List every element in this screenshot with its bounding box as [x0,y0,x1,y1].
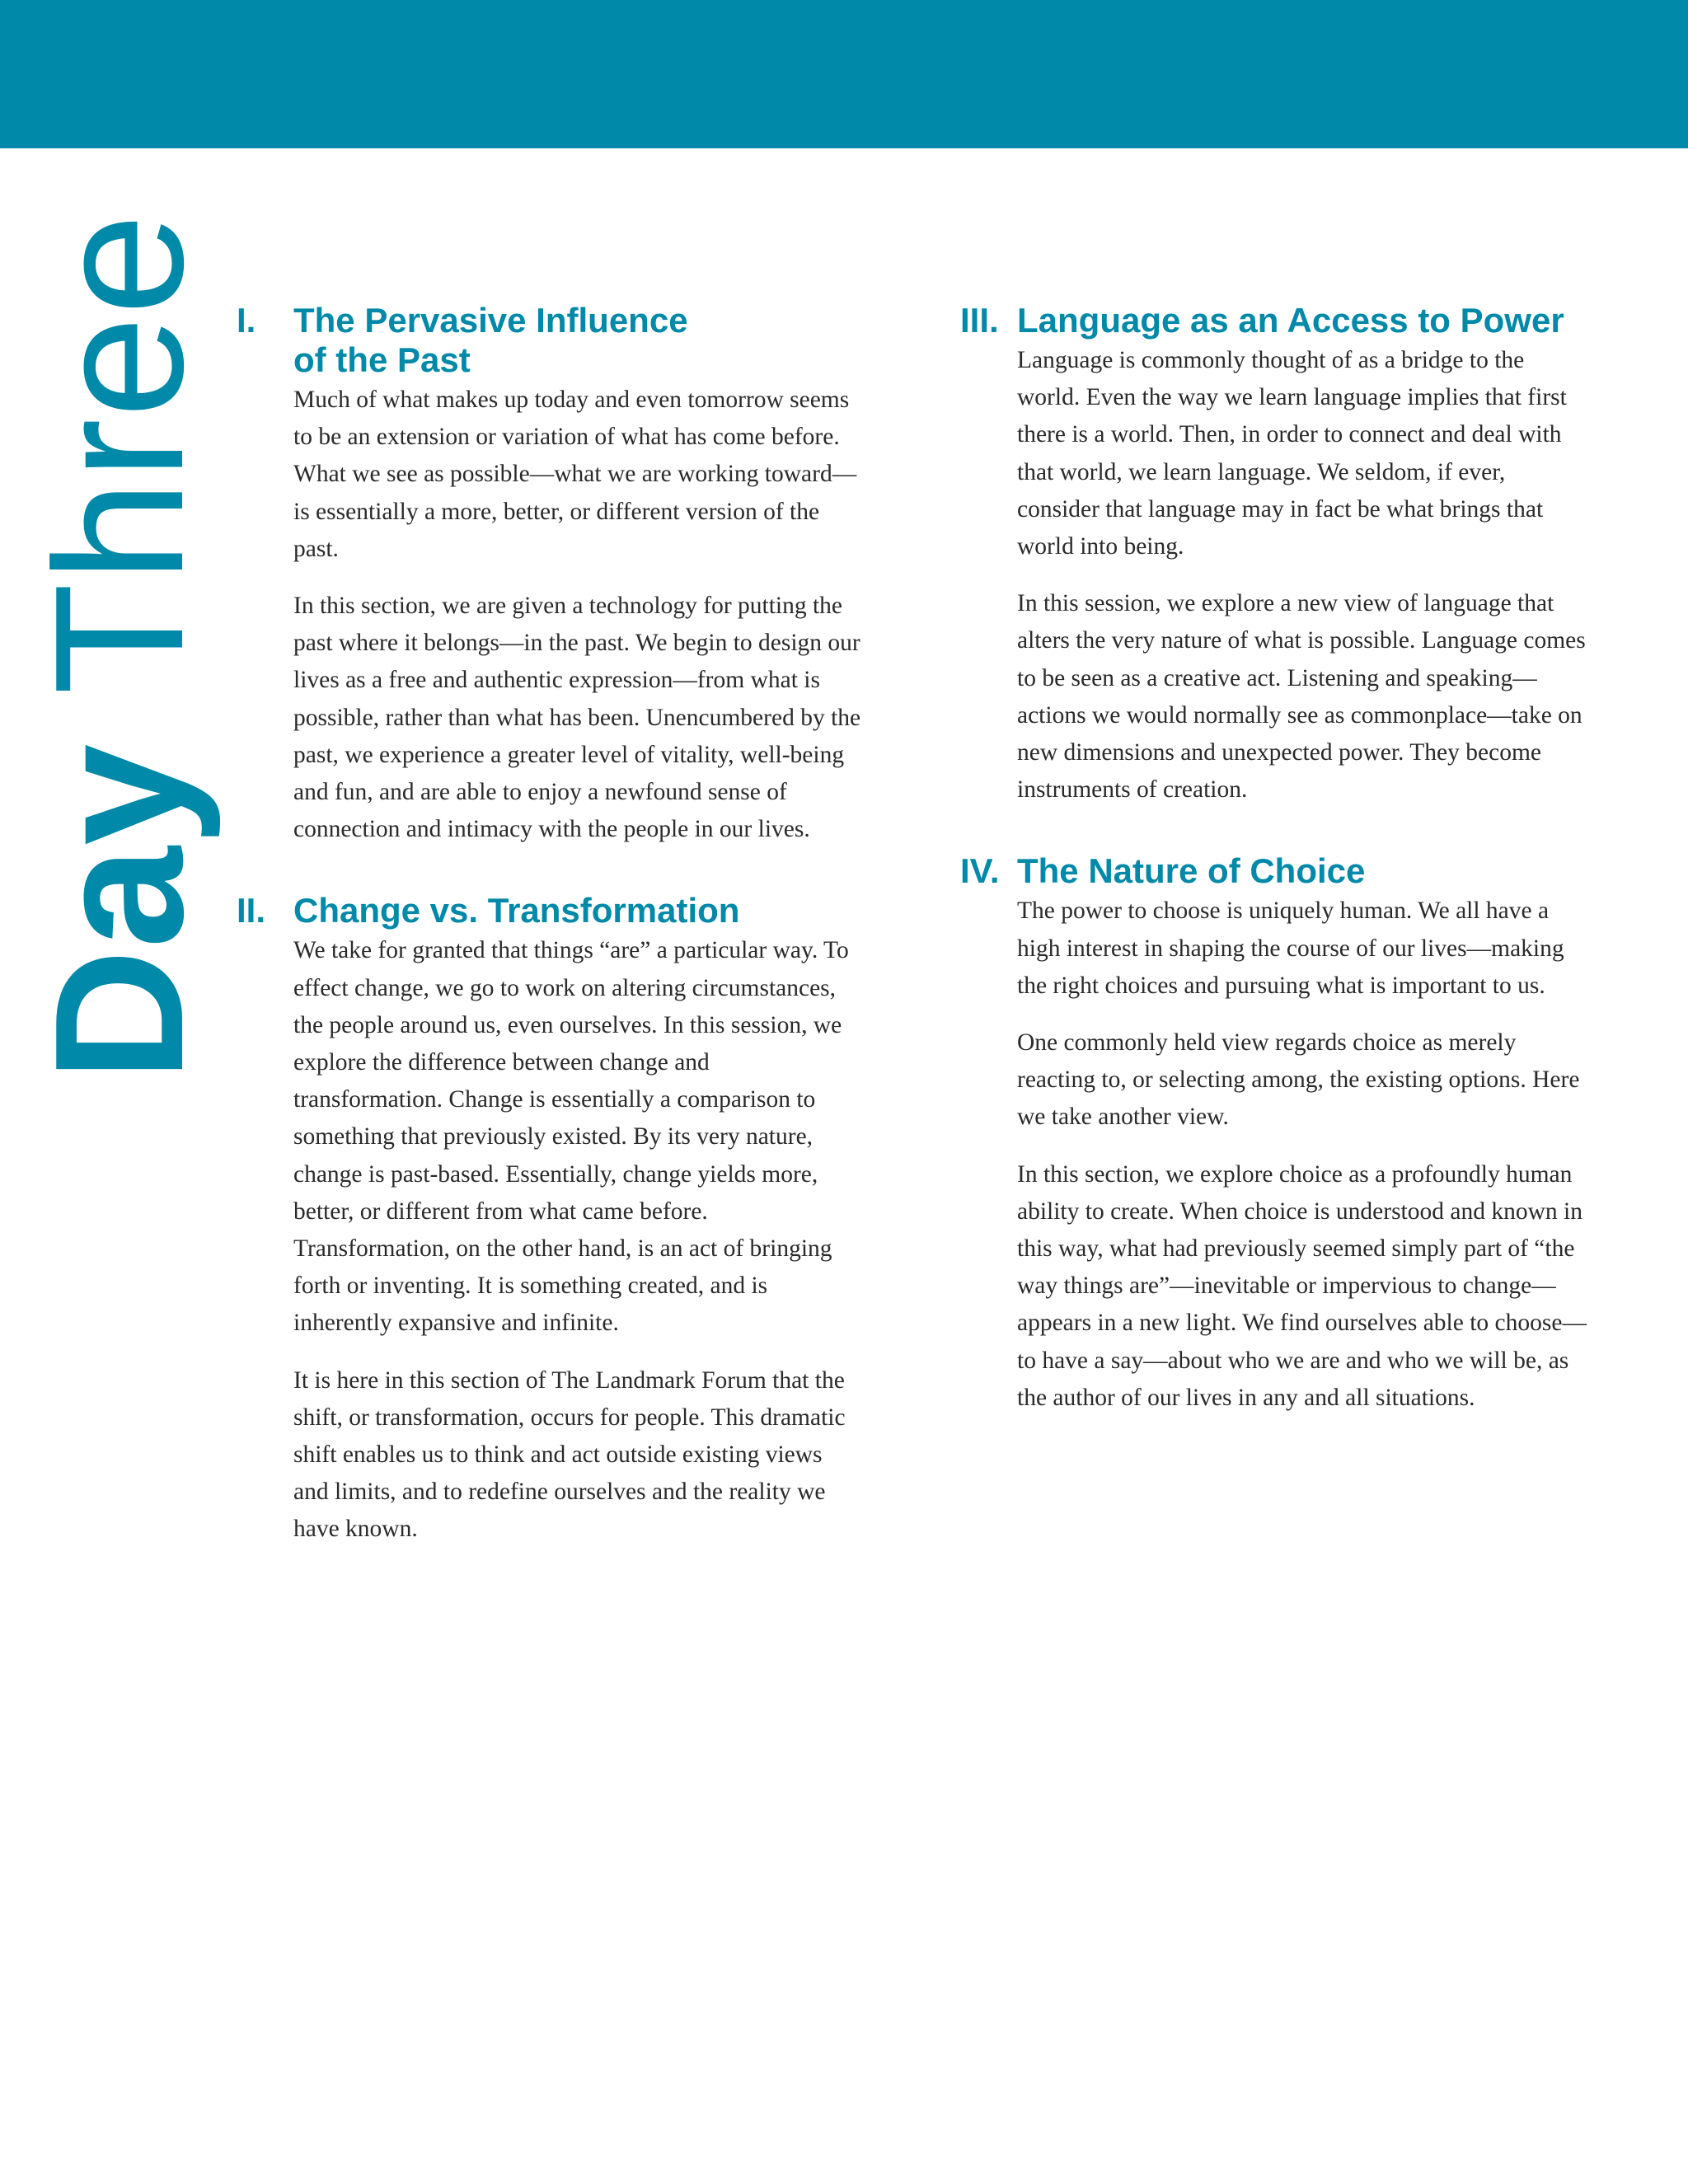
paragraph: Much of what makes up today and even tomorrow seems to be an extension or variation of what has come before. What we see as possible—what we are working toward—is essentially a more, better, or different version of the past. [293,387,857,562]
paragraph: We take for granted that things “are” a particular way. To effect change, we go to work on altering circumstances, the people around us, even ourselves. In this session, we explore the difference between change and transformation. Change is essentially a comparison to something that previously existed. By its very nature, change is past-based. Essentially, change yields more, better, or different from what came before. Transformation, on the other hand, is an act of bringing forth or inventing. It is something created, and is inherently expansive and infinite. [293,937,849,1337]
paragraph: The power to choose is uniquely human. We all have a high interest in shaping the course of our lives—making the right choices and pursuing what is important to us. [1017,898,1564,999]
paragraph: In this section, we explore choice as a profoundly human ability to create. When choice is understood and known in this way, what had previously seemed simply part of “the way things are”—inevitable or impervious to change—appears in a new light. We find ourselves able to choose—to have a say—about who we are and who we will be, as the author of our lives in any and all situations. [1017,1160,1587,1411]
right-column [960,301,1587,1460]
section-body [1017,893,1587,1417]
section-body [293,382,863,848]
paragraph: In this section, we are given a technology for putting the past where it belongs—in the past. We begin to design our lives as a free and authentic expression—from what is possible, rather than what has been. Unencumbered by the past, we experience a greater level of vitality, well-being and fun, and are able to enjoy a newfound sense of connection and intimacy with the people in our lives. [293,593,861,843]
page-title-three: Three [17,213,222,695]
section-heading [237,891,863,930]
section-body [293,932,863,1548]
section-title: The Nature of Choice [1017,851,1366,891]
paragraph: One commonly held view regards choice as merely reacting to, or selecting among, the existing options. Here we take another view. [1017,1029,1580,1131]
section-body [1017,342,1587,808]
section-numeral: II. [237,891,266,930]
section-numeral: I. [237,301,256,340]
section-title: The Pervasive Influence of the Past [293,301,688,379]
paragraph: Language is commonly thought of as a bridge to the world. Even the way we learn language implies that first there is a world. Then, in order to connect and deal with that world, we learn language. We seldom, if ever, consider that language may in fact be what brings that world into being. [1017,347,1567,560]
paragraph: It is here in this section of The Landmark Forum that the shift, or transformation, occurs for people. This dramatic shift enables us to think and act outside existing views and limits, and to redefine ourselves and the reality we have known. [293,1366,846,1543]
page-title-day: Day [17,743,222,1081]
section-heading [960,301,1587,340]
section-4 [960,851,1587,1417]
section-title: Language as an Access to Power [1017,301,1564,340]
section-3 [960,301,1587,808]
section-heading [960,851,1587,891]
section-numeral: IV. [960,851,1000,891]
section-title: Change vs. Transformation [293,891,740,930]
section-numeral: III. [960,301,999,340]
page-title [17,213,222,1081]
vertical-title-area [17,213,222,1081]
left-column [237,301,863,1591]
section-2 [237,891,863,1548]
section-1 [237,301,863,848]
paragraph: In this session, we explore a new view of language that alters the very nature of what is possible. Language comes to be seen as a creative act. Listening and speaking—actions we would normally see as commonplace—take on new dimensions and unexpected power. They become instruments of creation. [1017,590,1586,804]
header-bar [0,0,1688,148]
section-heading [237,301,863,380]
